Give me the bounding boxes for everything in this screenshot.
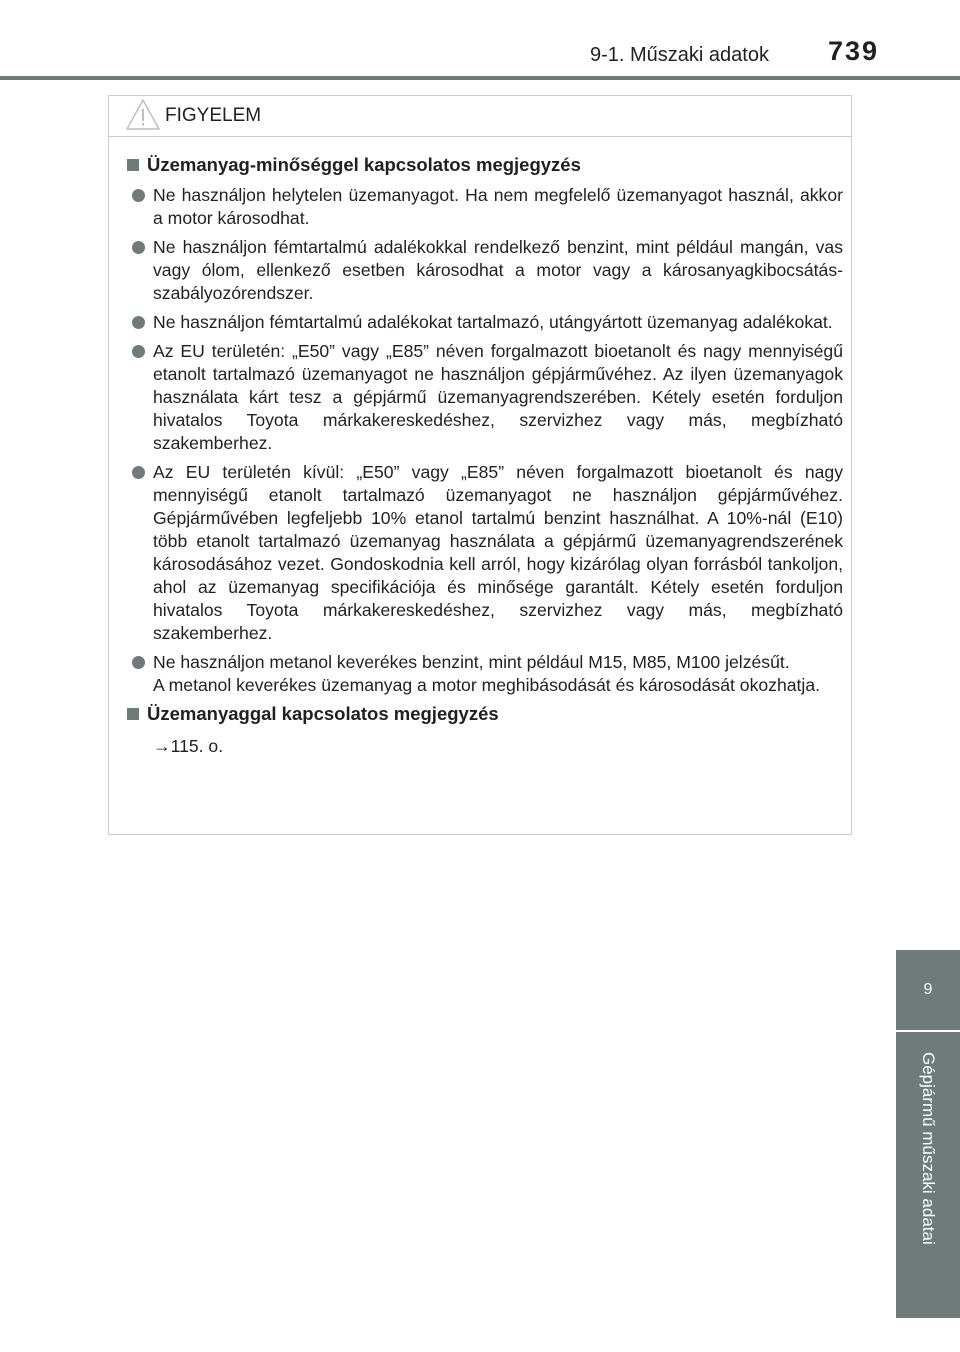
round-bullet-icon bbox=[132, 656, 145, 669]
chapter-label: Gépjármű műszaki adatai bbox=[919, 1052, 938, 1245]
list-item: Az EU területén: „E50” vagy „E85” néven forgalmazott bioetanolt és nagy mennyiségű etanolt tartalmazó üzemanyagot ne használjon gépjárművéhez. Az ilyen üzemanyagok használata kárt tesz a gépjármű üzemanyagrendszerében. Kétely esetén forduljon hivatalos Toyota márkakereskedéshez, szervizhez vagy más, megbízható szakemberhez. bbox=[129, 340, 843, 455]
list-item: Ne használjon metanol keverékes benzint, mint például M15, M85, M100 jelzésűt. A metanol keverékes üzemanyag a motor meghibásodását és károsodását okozhatja. bbox=[129, 651, 843, 697]
round-bullet-icon bbox=[132, 189, 145, 202]
round-bullet-icon bbox=[132, 316, 145, 329]
square-bullet-icon bbox=[127, 159, 139, 171]
section-heading-fuel-note: Üzemanyaggal kapcsolatos megjegyzés bbox=[127, 701, 853, 727]
chapter-tab-number bbox=[896, 950, 960, 1030]
warning-triangle-icon bbox=[125, 98, 161, 132]
list-item: Ne használjon fémtartalmú adalékokat tartalmazó, utángyártott üzemanyag adalékokat. bbox=[129, 311, 843, 334]
warning-header bbox=[109, 96, 851, 137]
section-title: 9-1. Műszaki adatok bbox=[590, 44, 769, 66]
round-bullet-icon bbox=[132, 241, 145, 254]
list-item: Az EU területén kívül: „E50” vagy „E85” néven forgalmazott bioetanolt és nagy mennyiségű etanolt tartalmazó üzemanyagot ne használjon gépjárművéhez. Gépjárművében legfeljebb 10% etanol tartalmú benzint használhat. A 10%-nál (E10) több etanolt tartalmazó üzemanyag használata a gépjármű üzemanyagrendszerének károsodásához vezet. Gondoskodnia kell arról, hogy kizárólag olyan forrásból tankoljon, ahol az üzemanyag specifikációja és minősége garantált. Kétely esetén forduljon hivatalos Toyota márkakereskedéshez, szervizhez vagy más, megbízható szakemberhez. bbox=[129, 461, 843, 645]
list-item: Ne használjon fémtartalmú adalékokkal rendelkező benzint, mint például mangán, vas vagy ólom, ellenkező esetben károsodhat a motor vagy a károsanyagkibocsátás-szabályozórendszer. bbox=[129, 236, 843, 305]
page-number: 739 bbox=[828, 36, 880, 66]
square-bullet-icon bbox=[127, 708, 139, 720]
round-bullet-icon bbox=[132, 466, 145, 479]
page-reference: →115. o. bbox=[153, 736, 224, 756]
warning-content bbox=[109, 148, 853, 759]
chapter-tab-label bbox=[896, 1032, 960, 1318]
section-heading-fuel-quality: Üzemanyag-minőséggel kapcsolatos megjegyzés bbox=[127, 152, 853, 178]
round-bullet-icon bbox=[132, 345, 145, 358]
header-rule bbox=[0, 76, 960, 80]
warning-title: FIGYELEM bbox=[165, 105, 262, 126]
chapter-number: 9 bbox=[923, 981, 933, 998]
list-item: Ne használjon helytelen üzemanyagot. Ha nem megfelelő üzemanyagot használ, akkor a motor károsodhat. bbox=[129, 184, 843, 230]
warning-box bbox=[108, 95, 852, 835]
